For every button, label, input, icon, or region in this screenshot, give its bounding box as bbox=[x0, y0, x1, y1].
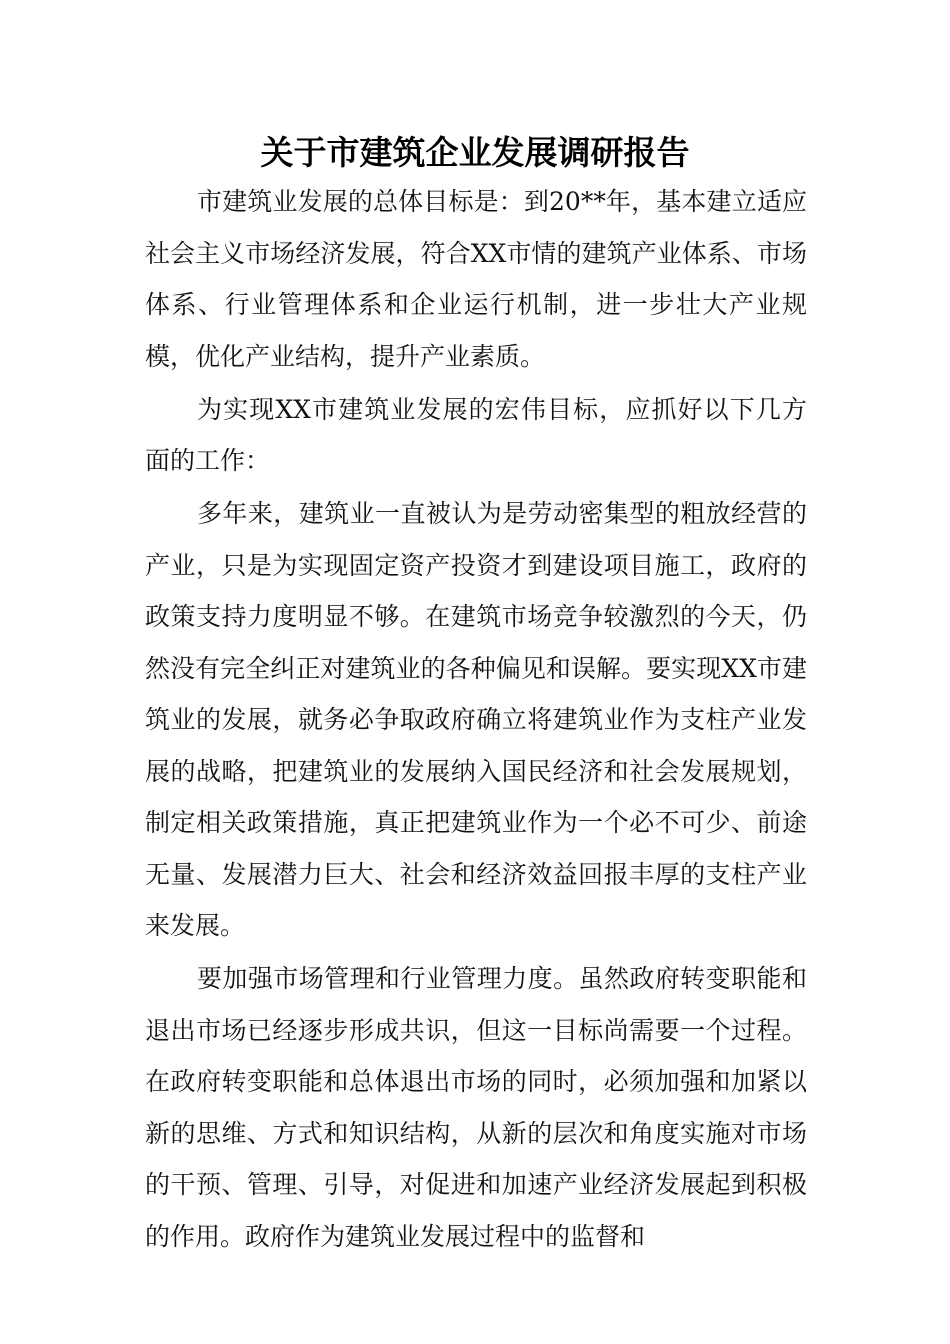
paragraph-goal: 市建筑业发展的总体目标是：到20**年，基本建立适应社会主义市场经济发展，符合XX市情的建筑产业体系、市场体系、行业管理体系和企业运行机制，进一步壮大产业规模，优化产业结构，提升产业素质。 bbox=[145, 187, 807, 371]
paragraph-tasks-intro: 为实现XX市建筑业发展的宏伟目标，应抓好以下几方面的工作： bbox=[145, 394, 807, 475]
paragraph-pillar-industry: 多年来，建筑业一直被认为是劳动密集型的粗放经营的产业，只是为实现固定资产投资才到建设项目施工，政府的政策支持力度明显不够。在建筑市场竞争较激烈的今天，仍然没有完全纠正对建筑业的各种偏见和误解。要实现XX市建筑业的发展，就务必争取政府确立将建筑业作为支柱产业发展的战略，把建筑业的发展纳入国民经济和社会发展规划，制定相关政策措施，真正把建筑业作为一个必不可少、前途无量、发展潜力巨大、社会和经济效益回报丰厚的支柱产业来发展。 bbox=[145, 499, 807, 940]
paragraph-market-management: 要加强市场管理和行业管理力度。虽然政府转变职能和退出市场已经逐步形成共识，但这一目标尚需要一个过程。在政府转变职能和总体退出市场的同时，必须加强和加紧以新的思维、方式和知识结构，从新的层次和角度实施对市场的干预、管理、引导，对促进和加速产业经济发展起到积极的作用。政府作为建筑业发展过程中的监督和 bbox=[145, 964, 807, 1251]
document-title: 关于市建筑企业发展调研报告 bbox=[260, 133, 690, 172]
document-body bbox=[145, 176, 807, 1264]
